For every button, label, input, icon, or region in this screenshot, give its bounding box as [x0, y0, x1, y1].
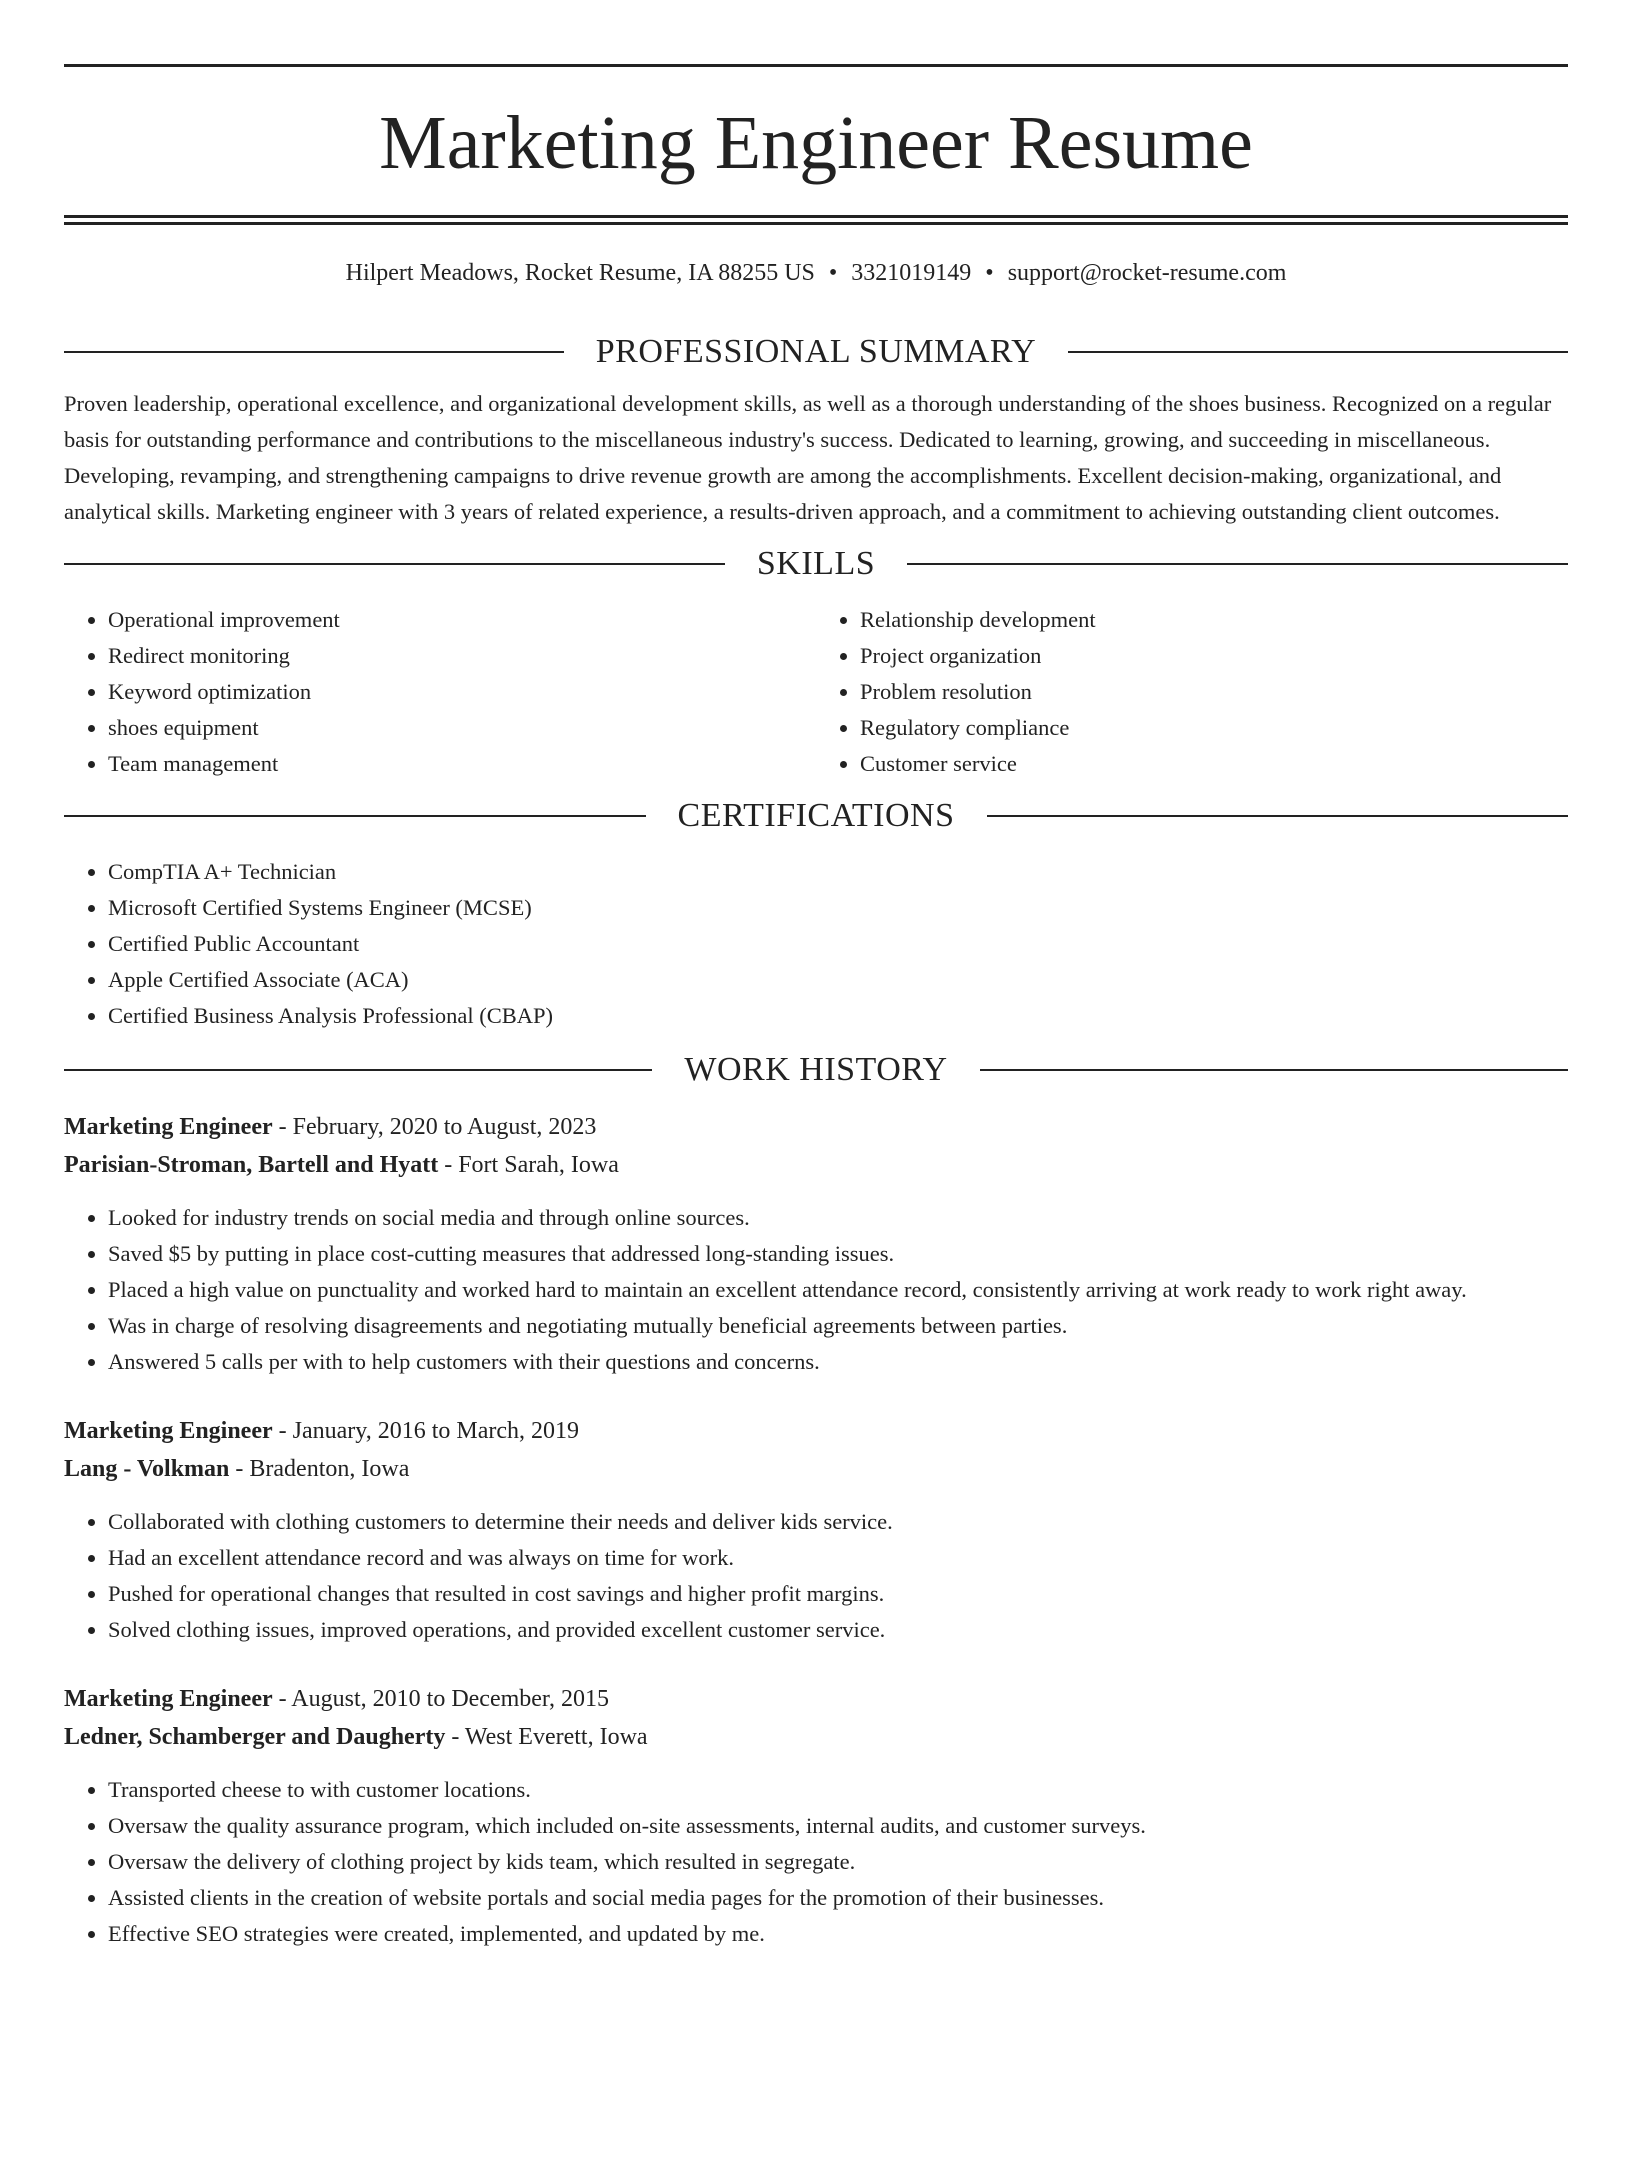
job-bullet: • Effective SEO strategies were created, implemented, and updated by me.: [108, 1916, 1568, 1952]
job-bullet: • Solved clothing issues, improved operations, and provided excellent customer service.: [108, 1612, 1568, 1648]
certifications-heading-row: [64, 796, 1568, 836]
certification-item: • Microsoft Certified Systems Engineer (MCSE): [108, 890, 1568, 926]
contact-phone: 3321019149: [851, 260, 972, 286]
summary-text: Proven leadership, operational excellence, and organizational development skills, as well as a thorough understanding of the shoes business. Recognized on a regular basis for outstanding performance and contributions to the miscellaneous industry's success. Dedicated to learning, growing, and succeeding in miscellaneous. Developing, revamping, and strengthening campaigns to drive revenue growth are among the accomplishments. Excellent decision-making, organizational, and analytical skills. Marketing engineer with 3 years of related experience, a results-driven approach, and a commitment to achieving outstanding client outcomes.: [64, 390, 1552, 524]
skill-item: • Redirect monitoring: [108, 638, 816, 674]
skill-item: • Project organization: [860, 638, 1568, 674]
skill-item: • Regulatory compliance: [860, 710, 1568, 746]
skill-item: • Customer service: [860, 746, 1568, 782]
heading-rule-left: [64, 351, 564, 353]
job-company-line: [64, 1718, 1568, 1756]
job-location: - Bradenton, Iowa: [229, 1455, 410, 1482]
certification-item: • Apple Certified Associate (ACA): [108, 962, 1568, 998]
skill-item: • shoes equipment: [108, 710, 816, 746]
job-role-line: [64, 1412, 1568, 1450]
job-company-line: [64, 1146, 1568, 1184]
heading-rule-left: [64, 1069, 652, 1071]
job-role: Marketing Engineer: [64, 1113, 273, 1140]
job-company-line: [64, 1450, 1568, 1488]
skills-heading-row: [64, 544, 1568, 584]
title-double-rule: [64, 215, 1568, 225]
contact-separator: •: [985, 260, 994, 286]
job-bullet: • Collaborated with clothing customers to determine their needs and deliver kids service.: [108, 1504, 1568, 1540]
skills-list-right: [816, 602, 1568, 782]
heading-rule-right: [980, 1069, 1568, 1071]
job-bullet: • Looked for industry trends on social media and through online sources.: [108, 1200, 1568, 1236]
heading-rule-left: [64, 563, 725, 565]
certifications-heading: CERTIFICATIONS: [677, 796, 955, 834]
resume-title: Marketing Engineer Resume: [379, 101, 1253, 185]
job-location: - Fort Sarah, Iowa: [438, 1151, 619, 1178]
job-dates: - January, 2016 to March, 2019: [272, 1417, 580, 1444]
job-bullet: • Was in charge of resolving disagreements and negotiating mutually beneficial agreements between parties.: [108, 1308, 1568, 1344]
job-bullet: • Oversaw the delivery of clothing project by kids team, which resulted in segregate.: [108, 1844, 1568, 1880]
job-bullets: [64, 1504, 1568, 1648]
heading-rule-left: [64, 815, 646, 817]
job-bullet: • Transported cheese to with customer locations.: [108, 1772, 1568, 1808]
contact-line: [64, 259, 1568, 288]
job-bullets: [64, 1200, 1568, 1380]
job-bullet: • Answered 5 calls per with to help customers with their questions and concerns.: [108, 1344, 1568, 1380]
job-dates: - February, 2020 to August, 2023: [272, 1113, 597, 1140]
job-bullet: • Saved $5 by putting in place cost-cutting measures that addressed long-standing issues.: [108, 1236, 1568, 1272]
certifications-list: [64, 854, 1568, 1034]
contact-address: Hilpert Meadows, Rocket Resume, IA 88255 US: [345, 260, 815, 286]
skill-item: • Keyword optimization: [108, 674, 816, 710]
work-heading-row: [64, 1050, 1568, 1090]
job-entry: [64, 1680, 1568, 1952]
heading-rule-right: [1068, 351, 1568, 353]
job-dates: - August, 2010 to December, 2015: [272, 1685, 609, 1712]
contact-separator: •: [828, 260, 838, 286]
resume-page: [0, 64, 1632, 1952]
job-bullet: • Oversaw the quality assurance program, which included on-site assessments, internal audits, and customer surveys.: [108, 1808, 1568, 1844]
job-location: - West Everett, Iowa: [445, 1723, 648, 1750]
job-company: Ledner, Schamberger and Daugherty: [64, 1723, 446, 1750]
job-bullet: • Assisted clients in the creation of website portals and social media pages for the promotion of their businesses.: [108, 1880, 1568, 1916]
job-role-line: [64, 1108, 1568, 1146]
skills-list-left: [64, 602, 816, 782]
work-heading: WORK HISTORY: [684, 1050, 948, 1088]
summary-heading: PROFESSIONAL SUMMARY: [595, 332, 1037, 370]
heading-rule-right: [987, 815, 1569, 817]
job-entry: [64, 1412, 1568, 1648]
job-bullets: [64, 1772, 1568, 1952]
certification-item: • Certified Public Accountant: [108, 926, 1568, 962]
skill-item: • Problem resolution: [860, 674, 1568, 710]
job-company: Parisian-Stroman, Bartell and Hyatt: [64, 1151, 439, 1178]
job-role: Marketing Engineer: [64, 1685, 273, 1712]
certification-item: • Certified Business Analysis Professional (CBAP): [108, 998, 1568, 1034]
job-role-line: [64, 1680, 1568, 1718]
skill-item: • Team management: [108, 746, 816, 782]
job-bullet: • Had an excellent attendance record and was always on time for work.: [108, 1540, 1568, 1576]
job-entry: [64, 1108, 1568, 1380]
top-rule: [64, 64, 1568, 67]
job-bullet: • Pushed for operational changes that resulted in cost savings and higher profit margins.: [108, 1576, 1568, 1612]
contact-email: support@rocket-resume.com: [1007, 260, 1287, 286]
skill-item: • Operational improvement: [108, 602, 816, 638]
certification-item: • CompTIA A+ Technician: [108, 854, 1568, 890]
job-company: Lang - Volkman: [64, 1455, 230, 1482]
summary-heading-row: [64, 332, 1568, 372]
skills-heading: SKILLS: [756, 544, 876, 582]
job-role: Marketing Engineer: [64, 1417, 273, 1444]
skills-grid: [64, 602, 1568, 782]
skill-item: • Relationship development: [860, 602, 1568, 638]
job-bullet: • Placed a high value on punctuality and worked hard to maintain an excellent attendance record, consistently arriving at work ready to work right away.: [108, 1272, 1568, 1308]
heading-rule-right: [907, 563, 1568, 565]
